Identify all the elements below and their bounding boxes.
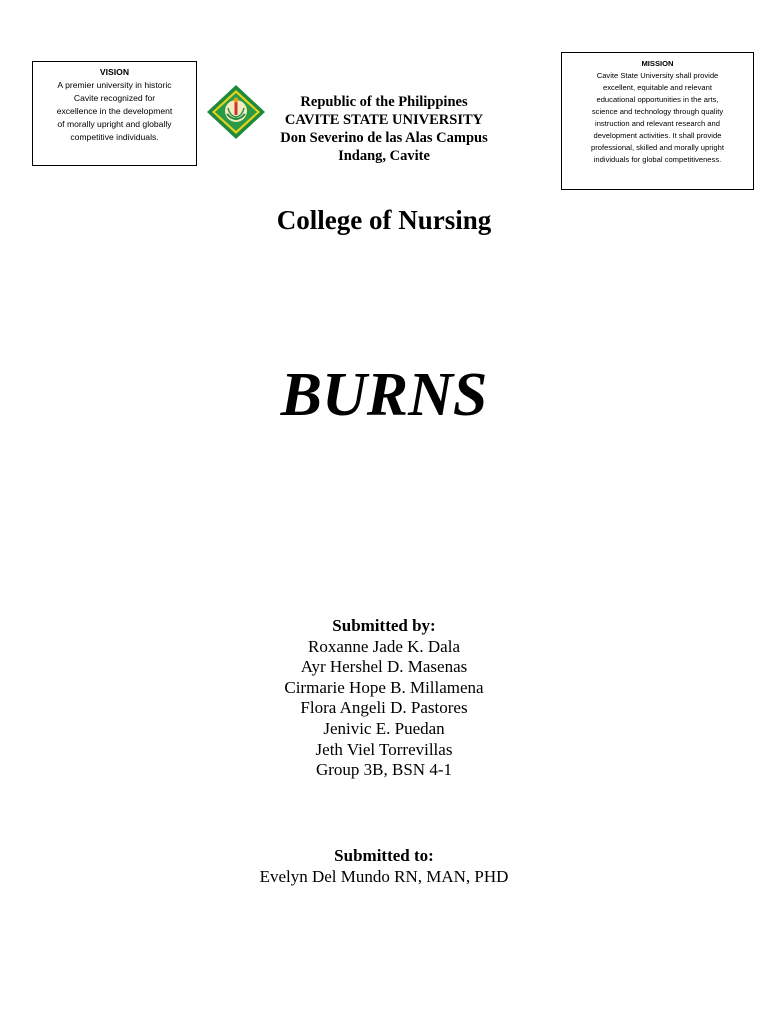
vision-line: excellence in the development — [56, 106, 173, 116]
author-name: Cirmarie Hope B. Millamena — [284, 677, 484, 697]
mission-line: instruction and relevant research and — [595, 119, 720, 128]
mission-box — [561, 52, 754, 190]
header-line: Republic of the Philippines — [300, 94, 468, 110]
instructor-name: Evelyn Del Mundo RN, MAN, PHD — [259, 867, 509, 886]
mission-line: professional, skilled and morally upright — [591, 143, 724, 152]
vision-line: A premier university in historic — [57, 80, 172, 90]
vision-line: of morally upright and globally — [57, 119, 172, 129]
mission-title: MISSION — [641, 59, 674, 68]
document-title: BURNS — [280, 361, 488, 429]
mission-line: development activities. It shall provide — [593, 131, 722, 140]
submitted-by-label: Submitted by: — [332, 616, 436, 635]
vision-box — [32, 61, 197, 166]
author-name: Jeth Viel Torrevillas — [315, 739, 453, 759]
submitted-by-section — [0, 616, 768, 781]
mission-line: excellent, equitable and relevant — [603, 83, 712, 92]
author-name: Roxanne Jade K. Dala — [307, 636, 460, 656]
header-line: CAVITE STATE UNIVERSITY — [284, 112, 484, 128]
submitted-to-section — [0, 845, 768, 887]
university-header — [262, 93, 506, 165]
vision-line: competitive individuals. — [70, 132, 159, 142]
header-line: Don Severino de las Alas Campus — [280, 130, 488, 146]
mission-line: educational opportunities in the arts, — [596, 95, 719, 104]
college-name: College of Nursing — [276, 205, 492, 235]
vision-title: VISION — [99, 67, 130, 77]
vision-line: Cavite recognized for — [73, 93, 156, 103]
submitted-to-label: Submitted to: — [334, 846, 434, 865]
mission-line: Cavite State University shall provide — [596, 71, 719, 80]
university-seal-logo — [206, 84, 266, 140]
author-name: Jenivic E. Puedan — [323, 718, 445, 738]
author-name: Ayr Hershel D. Masenas — [300, 657, 468, 677]
mission-line: individuals for global competitiveness. — [593, 155, 722, 164]
group-section: Group 3B, BSN 4-1 — [315, 760, 452, 780]
author-name: Flora Angeli D. Pastores — [300, 698, 468, 718]
mission-line: science and technology through quality — [591, 107, 724, 116]
header-line: Indang, Cavite — [338, 148, 430, 164]
